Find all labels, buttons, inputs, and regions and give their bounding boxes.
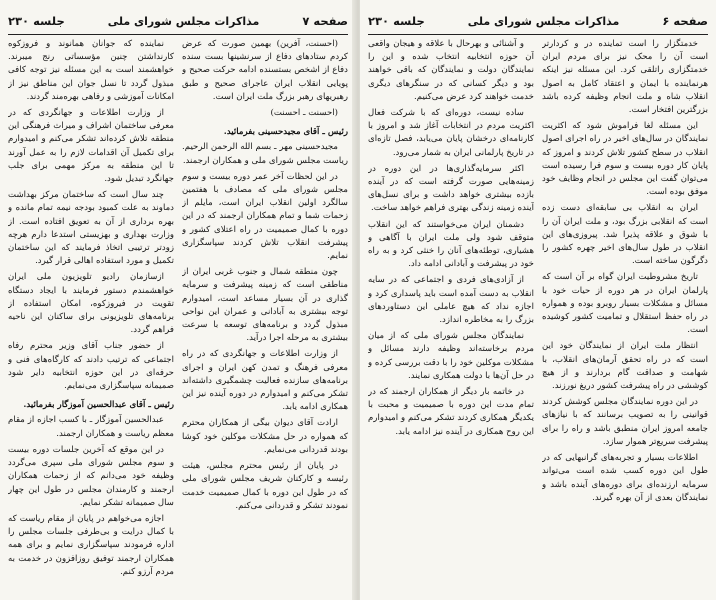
left-page-header	[8, 10, 348, 32]
header-rule	[8, 34, 348, 35]
paragraph: ساده نیست، دوره‌ای که با شرکت فعال اکثریت مردم در انتخابات آغاز شد و امروز با کارنامه‌ای درخشان پایان می‌یابد، فصل تازه‌ای در تاریخ پارلمانی ایران به شمار می‌رود.	[368, 108, 534, 158]
paragraph: چند سال است که ساختمان مرکز بهداشت دماوند به علت کمبود بودجه نیمه تمام مانده و بهره برداری از آن به تعویق افتاده است. از وزارت بهداری و بهزیستی استدعا دارم هرچه زودتر ترتیبی اتخاذ فرمایند که این ساختمان تکمیل و مورد استفاده اهالی قرار گیرد.	[8, 190, 174, 267]
right-page-column-right	[542, 38, 708, 594]
journal-title: مذاکرات مجلس شورای ملی	[107, 14, 260, 28]
right-page-columns	[368, 38, 708, 594]
paragraph: دشمنان ایران می‌خواستند که این انقلاب متوقف شود ولی ملت ایران با آگاهی و هشیاری، توطئه‌های آنان را خنثی کرد و به راه خود در پیشرفت و آبادانی ادامه داد.	[368, 219, 534, 270]
right-page	[360, 0, 716, 600]
left-page-columns	[8, 38, 348, 594]
left-page-column-left	[8, 38, 174, 594]
speaker-heading: رئیس ـ آقای عبدالحسین آموزگار بفرمائید.	[23, 400, 174, 411]
paragraph: در این لحظات آخر عمر دوره بیست و سوم مجلس شورای ملی که مصادف با هفتمین سالگرد اولین انقلاب ایران است، مایلم از زحمات شما و تمام همکاران ارجمند که در این دوره با کمال صمیمیت در راه اعتلای کشور و پیشرفت انقلاب تلاش کردند سپاسگزاری نمایم.	[182, 171, 348, 262]
paragraph: و آشنائی و بهرحال با علاقه و هیجان واقعی آن حوزه انتخابیه انتخاب شده و این را نمایندگان دولت و نمایندگان که باقی خواهند بود و دیگر کسانی که در سنگرهای دیگری خدمت خواهند کرد عرض می‌کنیم.	[368, 39, 534, 102]
paragraph: نماینده که جوانان همانوند و فروزکوه کارنداشتن چنین مؤسساتی رنج میبرند. خواهشمند است به این مسئله نیز توجه کافی مبذول گردد تا نسل جوان این مناطق نیز از امکانات آموزشی و رفاهی بهره‌مند گردند.	[8, 39, 174, 102]
paragraph: ازسازمان رادیو تلویزیون ملی ایران خواهشمندم دستور فرمایند با ایجاد دستگاه تقویت در فیروزکوه، امکان استفاده از برنامه‌های تلویزیونی برای ساکنان این ناحیه فراهم گردد.	[8, 272, 174, 336]
paragraph: عبدالحسین آموزگار ـ با کسب اجازه از مقام معظم ریاست و همکاران ارجمند.	[8, 415, 174, 439]
header-rule	[368, 34, 708, 35]
speaker-heading: رئیس ـ آقای مجیدحسینی بفرمائید.	[223, 127, 348, 138]
left-page-column-right	[182, 38, 348, 594]
paragraph: در خاتمه بار دیگر از همکاران ارجمند که در تمام مدت این دوره با صمیمیت و محبت با یکدیگر همکاری کردند تشکر می‌کنم و امیدوارم این روح همکاری در آینده نیز ادامه یابد.	[368, 387, 534, 437]
page-label: صفحه ۶	[662, 14, 708, 28]
right-page-column-left	[368, 38, 534, 594]
session-number: جلسه ۲۳۰	[368, 14, 425, 28]
paragraph: از آزادی‌های فردی و اجتماعی که در سایه انقلاب به دست آمده است باید پاسداری کرد و اجازه نداد که هیچ عاملی این دستاوردهای بزرگ را به مخاطره اندازد.	[368, 275, 534, 326]
paragraph: از وزارت اطلاعات و جهانگردی که در راه معرفی فرهنگ و تمدن کهن ایران و اجرای برنامه‌های سازنده فعالیت چشمگیری داشته‌اند تشکر می‌کنم و امیدوارم در دوره آینده نیز این همکاری ادامه یابد.	[182, 349, 348, 413]
paragraph: نمایندگان مجلس شورای ملی که از میان مردم برخاسته‌اند وظیفه دارند مسائل و مشکلات موکلین خود را با دقت بررسی کرده و در حل آن‌ها با دولت همکاری نمایند.	[368, 331, 534, 381]
paragraph: انتظار ملت ایران از نمایندگان خود این است که در راه تحقق آرمان‌های انقلاب، با شهامت و صداقت گام بردارند و از هیچ کوششی در راه پیشرفت کشور دریغ نورزند.	[542, 341, 708, 392]
paragraph: اکثر سرمایه‌گذاری‌ها در این دوره در زمینه‌هایی صورت گرفته است که در آینده بازده بیشتری خواهد داشت و برای نسل‌های آینده زمینه زندگی بهتری فراهم خواهد ساخت.	[368, 163, 534, 214]
paragraph: مجیدحسینی مهر ـ بسم الله الرحمن الرحیم. ریاست مجلس شورای ملی و همکاران ارجمند.	[182, 142, 348, 166]
left-page	[0, 0, 356, 600]
paragraph: ایران به انقلاب بی سابقه‌ای دست زده است که انقلابی بزرگ بود، و ملت ایران آن را با شوق و علاقه پذیرا شد. پیروزی‌های این انقلاب در طول سال‌های اخیر چهره کشور را دگرگون ساخته است.	[542, 203, 708, 267]
paragraph: در این دوره نمایندگان مجلس کوشش کردند قوانینی را به تصویب برسانند که با نیازهای جامعه امروز ایران منطبق باشد و راه را برای پیشرفت سریع‌تر هموار سازد.	[542, 397, 708, 447]
paragraph: خدمتگزار را است تماینده در و کردارتر است آن را محک نیز برای مردم ایران خدمتگزاری راتلقی کرد. این مسئله نیز اینکه هرنماینده با ایمان و اعتقاد کامل به اصول انقلاب شاه و ملت انجام وظیفه کرده باشد بزرگترین افتخار است.	[542, 39, 708, 116]
paragraph: ارادت آقای دیوان بیگی از همکاران محترم که همواره در حل مشکلات موکلین خود کوشا بودند قدردانی می‌نمایم.	[182, 418, 348, 455]
paragraph: در این موقع که آخرین جلسات دوره بیست و سوم مجلس شورای ملی سپری می‌گردد وظیفه خود می‌دانم که از زحمات همکاران ارجمند و کارمندان مجلس در طول این چهار سال صمیمانه تشکر نمایم.	[8, 444, 174, 508]
paragraph: از وزارت اطلاعات و جهانگردی که در معرفی ساختمان اشراف و میراث فرهنگی این منطقه تلاش کرده‌اند تشکر می‌کنم و امیدوارم برای تکمیل آن اقدامات لازم را به عمل آورند تا این منطقه به مرکز مهمی برای جلب جهانگرد تبدیل شود.	[8, 108, 174, 185]
right-page-header	[368, 10, 708, 32]
journal-title: مذاکرات مجلس شورای ملی	[467, 14, 620, 28]
paragraph: چون منطقه شمال و جنوب غربی ایران از مناطقی است که زمینه پیشرفت و سرمایه گذاری در آن بسیار مساعد است، امیدوارم توجه بیشتری به آبادانی و عمران این نواحی مبذول گردد و برنامه‌های توسعه با سرعت بیشتری به مرحله اجرا درآید.	[182, 267, 348, 344]
session-number: جلسه ۲۳۰	[8, 14, 65, 28]
paragraph: از حضور جناب آقای وزیر محترم رفاه اجتماعی که ترتیب دادند که کارگاه‌های فنی و حرفه‌ای در این حوزه انتخابیه دایر شود صمیمانه سپاسگزاری می‌نمایم.	[8, 341, 174, 392]
paragraph: (احسنت ـ احسنت)	[270, 108, 338, 119]
paragraph: (احسنت، آفرین) بهمین صورت که عرض کردم ستادهای دفاع از سرنشینها بست سنده دفاع از اشخص بستسنده ادامه حرکت صحیح و پویایی انقلاب ایران عاجرای صحیح و طبق رهبریهای رهبر بزرگ ملت ایران است.	[182, 39, 348, 102]
paragraph: اجازه می‌خواهم در پایان از مقام ریاست که با کمال درایت و بی‌طرفی جلسات مجلس را اداره فرمودند سپاسگزاری نمایم و برای همه همکاران ارجمند توفیق روزافزون در خدمت به مردم آرزو کنم.	[8, 513, 174, 577]
paragraph: اطلاعات بسیار و تجربه‌های گرانبهایی که در طول این دوره کسب شده است می‌تواند سرمایه ارزنده‌ای برای دوره‌های آینده باشد و نمایندگان بعدی از آن بهره گیرند.	[542, 453, 708, 503]
paragraph: تاریخ مشروطیت ایران گواه بر آن است که پارلمان ایران در هر دوره از حیات خود با مسائل و مشکلات بسیار روبرو بوده و همواره در راه حفظ استقلال و تمامیت کشور کوشیده است.	[542, 272, 708, 336]
page-label: صفحه ۷	[302, 14, 348, 28]
paragraph: این مسئله لغا فراموش شود که اکثریت نمایندگان در سال‌های اخیر در راه اجرای اصول انقلاب در سطح کشور تلاش کردند و امروز که پایان کار دوره بیست و سوم فرا رسیده است می‌توان گفت این مجلس در انجام وظایف خود موفق بوده است.	[542, 121, 708, 198]
paragraph: در پایان از رئیس محترم مجلس، هیئت رئیسه و کارکنان شریف مجلس شورای ملی که در طول این دوره با کمال صمیمیت خدمت نمودند تشکر و قدردانی می‌کنم.	[182, 461, 348, 511]
